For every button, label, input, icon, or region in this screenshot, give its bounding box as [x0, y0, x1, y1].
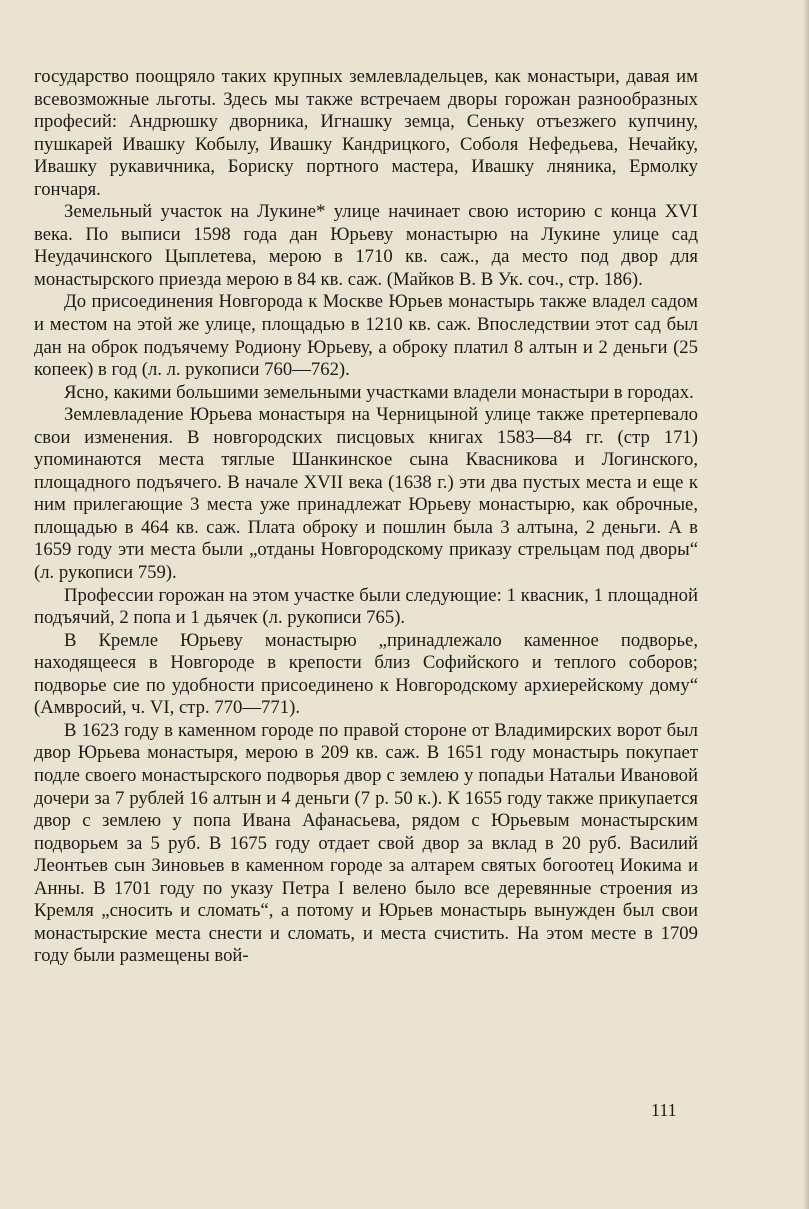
- paragraph-7: В Кремле Юрьеву монастырю „принадлежало каменное подворье, находящееся в Новгороде в крепости близ Софийского и теплого соборов; подворье сие по удобности присоединено к Новгородскому архиерейскому дому“ (Амвросий, ч. VI, стр. 770—771).: [34, 629, 698, 719]
- paragraph-5: Землевладение Юрьева монастыря на Черницыной улице также претерпевало свои изменения. В новгородских писцовых книгах 1583—84 гг. (стр 171) упоминаются места тяглые Шанкинское сына Квасникова и Логинского, площадного подъячего. В начале XVII века (1638 г.) эти два пустых места и еще к ним прилегающие 3 места уже принадлежат Юрьеву монастырю, как оброчные, площадью в 464 кв. саж. Плата оброку и пошлин была 3 алтына, 2 деньги. А в 1659 году эти места были „отданы Новгородскому приказу стрельцам под дворы“ (л. рукописи 759).: [34, 404, 698, 584]
- page-number: 111: [651, 1100, 677, 1120]
- paragraph-6: Профессии горожан на этом участке были следующие: 1 квасник, 1 площадной подъячий, 2 попа и 1 дьячек (л. рукописи 765).: [34, 584, 698, 629]
- body-text: [34, 66, 698, 968]
- paragraph-1: государство поощряло таких крупных землевладельцев, как монастыри, давая им всевозможные льготы. Здесь мы также встречаем дворы горожан разнообразных професий: Андрюшку дворника, Игнашку земца, Сеньку отъезжего купчину, пушкарей Ивашку Кобылу, Ивашку Кандрицкого, Соболя Нефедьева, Нечайку, Ивашку рукавичника, Бориску портного мастера, Ивашку лняника, Ермолку гончаря.: [34, 66, 698, 200]
- paragraph-3: До присоединения Новгорода к Москве Юрьев монастырь также владел садом и местом на этой же улице, площадью в 1210 кв. саж. Впоследствии этот сад был дан на оброк подъячему Родиону Юрьеву, а оброку платил 8 алтын и 2 деньги (25 копеек) в год (л. л. рукописи 760—762).: [34, 291, 698, 381]
- paragraph-4: Ясно, какими большими земельными участками владели монастыри в городах.: [64, 381, 694, 403]
- paragraph-2: Земельный участок на Лукине* улице начинает свою историю с конца XVI века. По выписи 1598 года дан Юрьеву монастырю на Лукине улице сад Неудачинского Цыплетева, мерою в 1710 кв. саж., да место под двор для монастырского приезда мерою в 84 кв. саж. (Майков В. В Ук. соч., стр. 186).: [34, 201, 698, 290]
- paragraph-8: В 1623 году в каменном городе по правой стороне от Владимирских ворот был двор Юрьева монастыря, мерою в 209 кв. саж. В 1651 году монастырь покупает подле своего монастырского подворья двор с землею у попадьи Натальи Ивановой дочери за 7 рублей 16 алтын и 4 деньги (7 р. 50 к.). К 1655 году также прикупается двор с землею у попа Ивана Афанасьева, рядом с Юрьевым монастырским подворьем за 5 руб. В 1675 году отдает свой двор за вклад в 20 руб. Василий Леонтьев сын Зиновьев в каменном городе за алтарем святых богоотец Иокима и Анны. В 1701 году по указу Петра I велено было все деревянные строения из Кремля „сносить и сломать“, а потому и Юрьев монастырь вынужден был свои монастырские места снести и сломать, и места счистить. На этом месте в 1709 году были размещены вой-: [34, 719, 698, 967]
- page-edge-shadow: [803, 0, 809, 1209]
